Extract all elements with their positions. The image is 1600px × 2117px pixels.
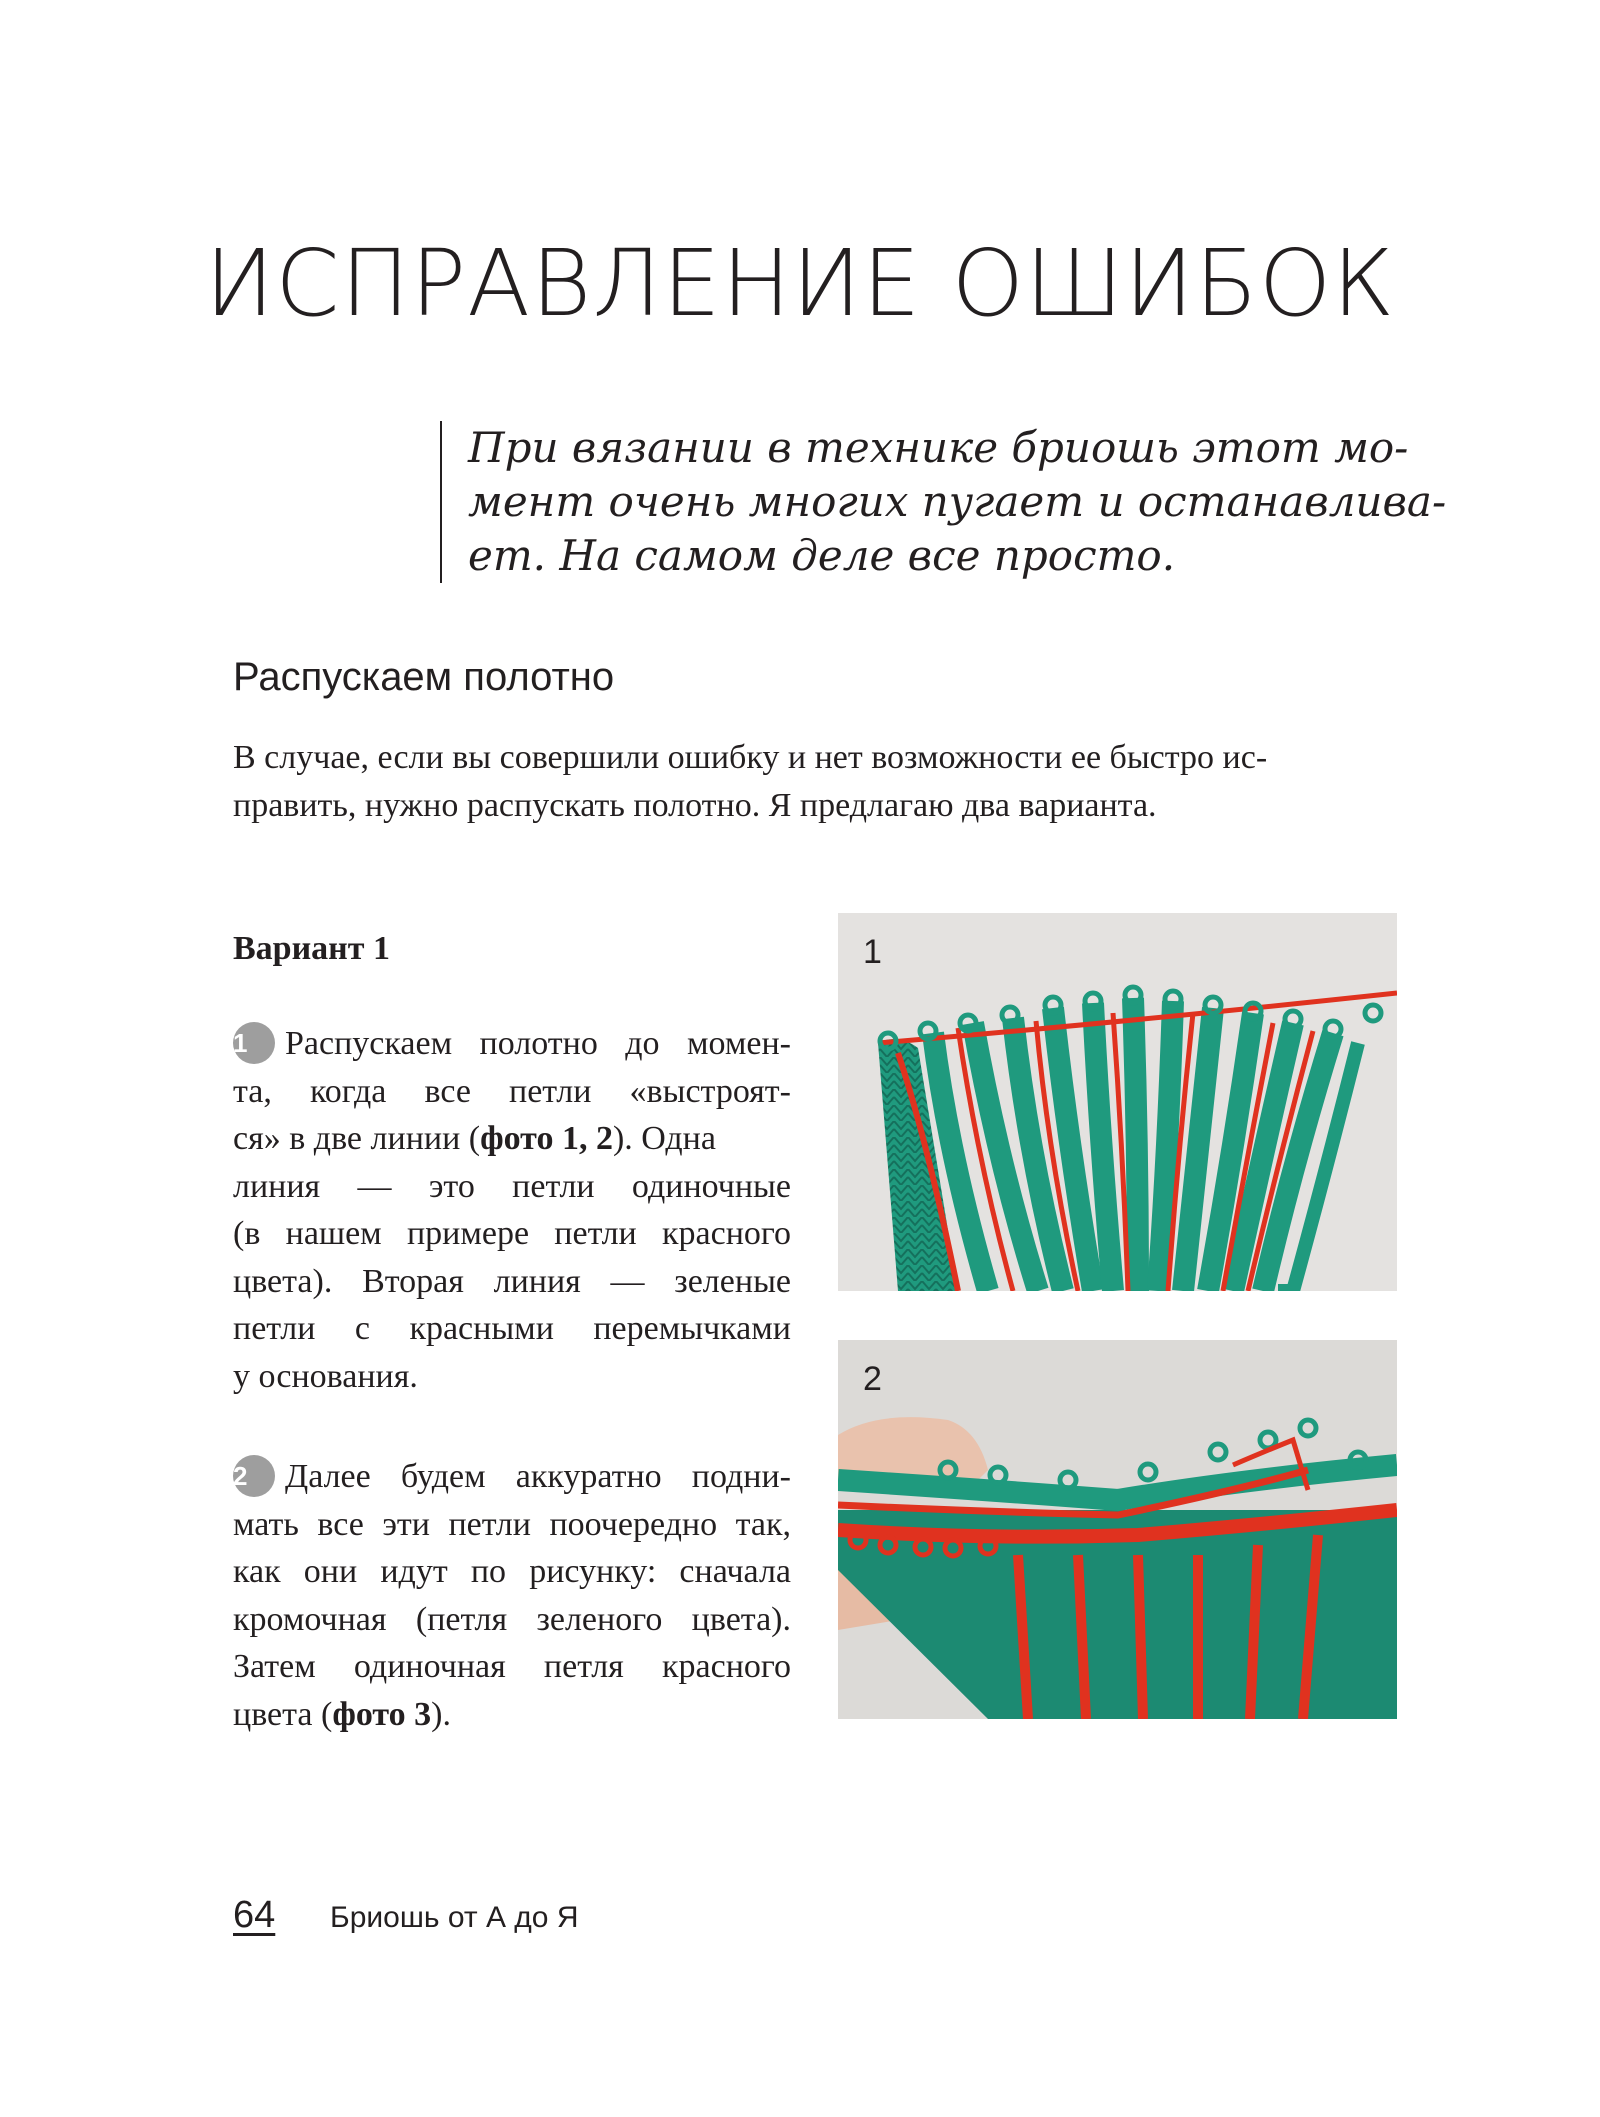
step-2-paragraph xyxy=(233,1453,791,1738)
photo-2-label: 2 xyxy=(863,1360,882,1398)
photo-1 xyxy=(838,913,1397,1291)
variant-heading: Вариант 1 xyxy=(233,930,390,967)
running-footer-book-title: Бриошь от А до Я xyxy=(330,1901,579,1934)
knitting-photo-2-illustration xyxy=(838,1340,1397,1719)
knitting-photo-1-illustration xyxy=(838,913,1397,1291)
page-number: 64 xyxy=(233,1894,276,1936)
step-line: 1 Распускаем полотно до момен- xyxy=(233,1020,791,1068)
epigraph-line: При вязании в технике бриошь этот мо- xyxy=(468,423,1409,472)
photo-reference: фото 1, 2 xyxy=(480,1120,613,1157)
step-line: мать все эти петли поочередно так, xyxy=(233,1505,791,1543)
step-1-number-badge: 1 xyxy=(233,1022,275,1064)
step-line: петли с красными перемычками xyxy=(233,1310,791,1347)
step-line: ся» в две линии (фото 1, 2). Одна xyxy=(233,1120,716,1157)
step-line: линия — это петли одиночные xyxy=(233,1167,791,1205)
epigraph xyxy=(440,421,1447,583)
epigraph-line: мент очень многих пугает и останавлива- xyxy=(468,477,1447,526)
section-heading: Распускаем полотно xyxy=(233,655,615,699)
step-line: Затем одиночная петля красного xyxy=(233,1648,791,1685)
step-line: цвета (фото 3). xyxy=(233,1695,451,1733)
step-line: как они идут по рисунку: сначала xyxy=(233,1553,791,1590)
step-line: (в нашем примере петли красного xyxy=(233,1215,791,1252)
intro-paragraph xyxy=(233,734,1400,830)
photo-1-label: 1 xyxy=(863,933,882,971)
step-line: кромочная (петля зеленого цвета). xyxy=(233,1600,791,1638)
photo-reference: фото 3 xyxy=(332,1695,432,1733)
step-1-paragraph xyxy=(233,1020,791,1400)
epigraph-line: ет. На самом деле все просто. xyxy=(468,531,1176,580)
page-title: ИСПРАВЛЕНИЕ ОШИБОК xyxy=(204,230,1396,337)
step-line: у основания. xyxy=(233,1357,418,1395)
step-line: цвета). Вторая линия — зеленые xyxy=(233,1262,791,1300)
intro-line: править, нужно распускать полотно. Я предлагаю два варианта. xyxy=(233,787,1157,824)
photo-2 xyxy=(838,1340,1397,1719)
step-line: 2 Далее будем аккуратно подни- xyxy=(233,1453,791,1501)
step-2-number-badge: 2 xyxy=(233,1455,275,1497)
intro-line: В случае, если вы совершили ошибку и нет возможности ее быстро ис- xyxy=(233,739,1268,776)
step-line: та, когда все петли «выстроят- xyxy=(233,1072,791,1110)
